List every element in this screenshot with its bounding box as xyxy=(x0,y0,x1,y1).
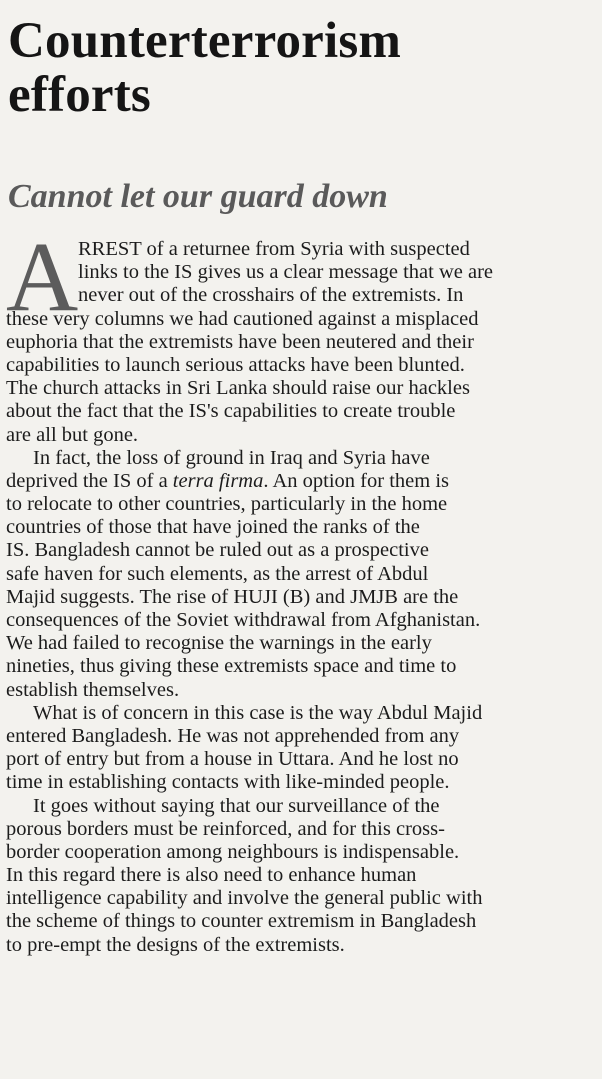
text-line: never out of the crosshairs of the extremists. In xyxy=(78,284,464,307)
text-line: intelligence capability and involve the general public with xyxy=(6,887,483,910)
text-line: In fact, the loss of ground in Iraq and Syria have xyxy=(33,446,430,469)
text-line: are all but gone. xyxy=(6,423,139,446)
text-line: Majid suggests. The rise of HUJI (B) and JMJB are the xyxy=(6,585,459,608)
text-line: to pre-empt the designs of the extremists. xyxy=(6,933,345,956)
text-line: to relocate to other countries, particularly in the home xyxy=(6,493,448,516)
text-line: We had failed to recognise the warnings in the early xyxy=(6,632,432,655)
paragraph-1 xyxy=(6,238,598,447)
paragraph-3 xyxy=(6,702,598,795)
text-line: these very columns we had cautioned against a misplaced xyxy=(6,307,479,330)
text-line: It goes without saying that our surveillance of the xyxy=(33,794,440,817)
text-line: euphoria that the extremists have been neutered and their xyxy=(6,330,474,353)
drop-cap: A xyxy=(6,221,79,332)
text-line xyxy=(6,470,598,493)
text-line: safe haven for such elements, as the arrest of Abdul xyxy=(6,562,429,585)
italic-term: terra firma xyxy=(172,469,264,492)
headline xyxy=(8,14,598,122)
text-line: port of entry but from a house in Uttara. And he lost no xyxy=(6,748,459,771)
text-line: the scheme of things to counter extremism in Bangladesh xyxy=(6,910,477,933)
text-line: countries of those that have joined the ranks of the xyxy=(6,516,420,539)
text-line: The church attacks in Sri Lanka should raise our hackles xyxy=(6,377,470,400)
text-line: about the fact that the IS's capabilities to create trouble xyxy=(6,400,456,423)
text-line: nineties, thus giving these extremists space and time to xyxy=(6,655,457,678)
text-line: establish themselves. xyxy=(6,678,180,701)
text-run: . An option for them is xyxy=(263,469,449,492)
text-line: capabilities to launch serious attacks have been blunted. xyxy=(6,353,465,376)
headline-line: efforts xyxy=(8,67,151,123)
text-run: deprived the IS of a xyxy=(6,469,173,492)
text-line: In this regard there is also need to enhance human xyxy=(6,864,417,887)
text-line: border cooperation among neighbours is indispensable. xyxy=(6,840,460,863)
text-line: links to the IS gives us a clear message that we are xyxy=(78,261,493,284)
text-line: consequences of the Soviet withdrawal from Afghanistan. xyxy=(6,609,481,631)
text-line: time in establishing contacts with like-minded people. xyxy=(6,771,450,794)
text-line: entered Bangladesh. He was not apprehended from any xyxy=(6,724,460,747)
subheadline: Cannot let our guard down xyxy=(8,178,388,215)
headline-line: Counterterrorism xyxy=(8,13,402,69)
paragraph-4 xyxy=(6,795,598,957)
article-body xyxy=(6,221,598,957)
paragraph-2 xyxy=(6,447,598,702)
text-line: What is of concern in this case is the way Abdul Majid xyxy=(33,701,483,724)
text-line: RREST of a returnee from Syria with suspected xyxy=(78,238,470,260)
text-line: IS. Bangladesh cannot be ruled out as a prospective xyxy=(6,539,429,562)
text-line: porous borders must be reinforced, and for this cross- xyxy=(6,817,445,840)
